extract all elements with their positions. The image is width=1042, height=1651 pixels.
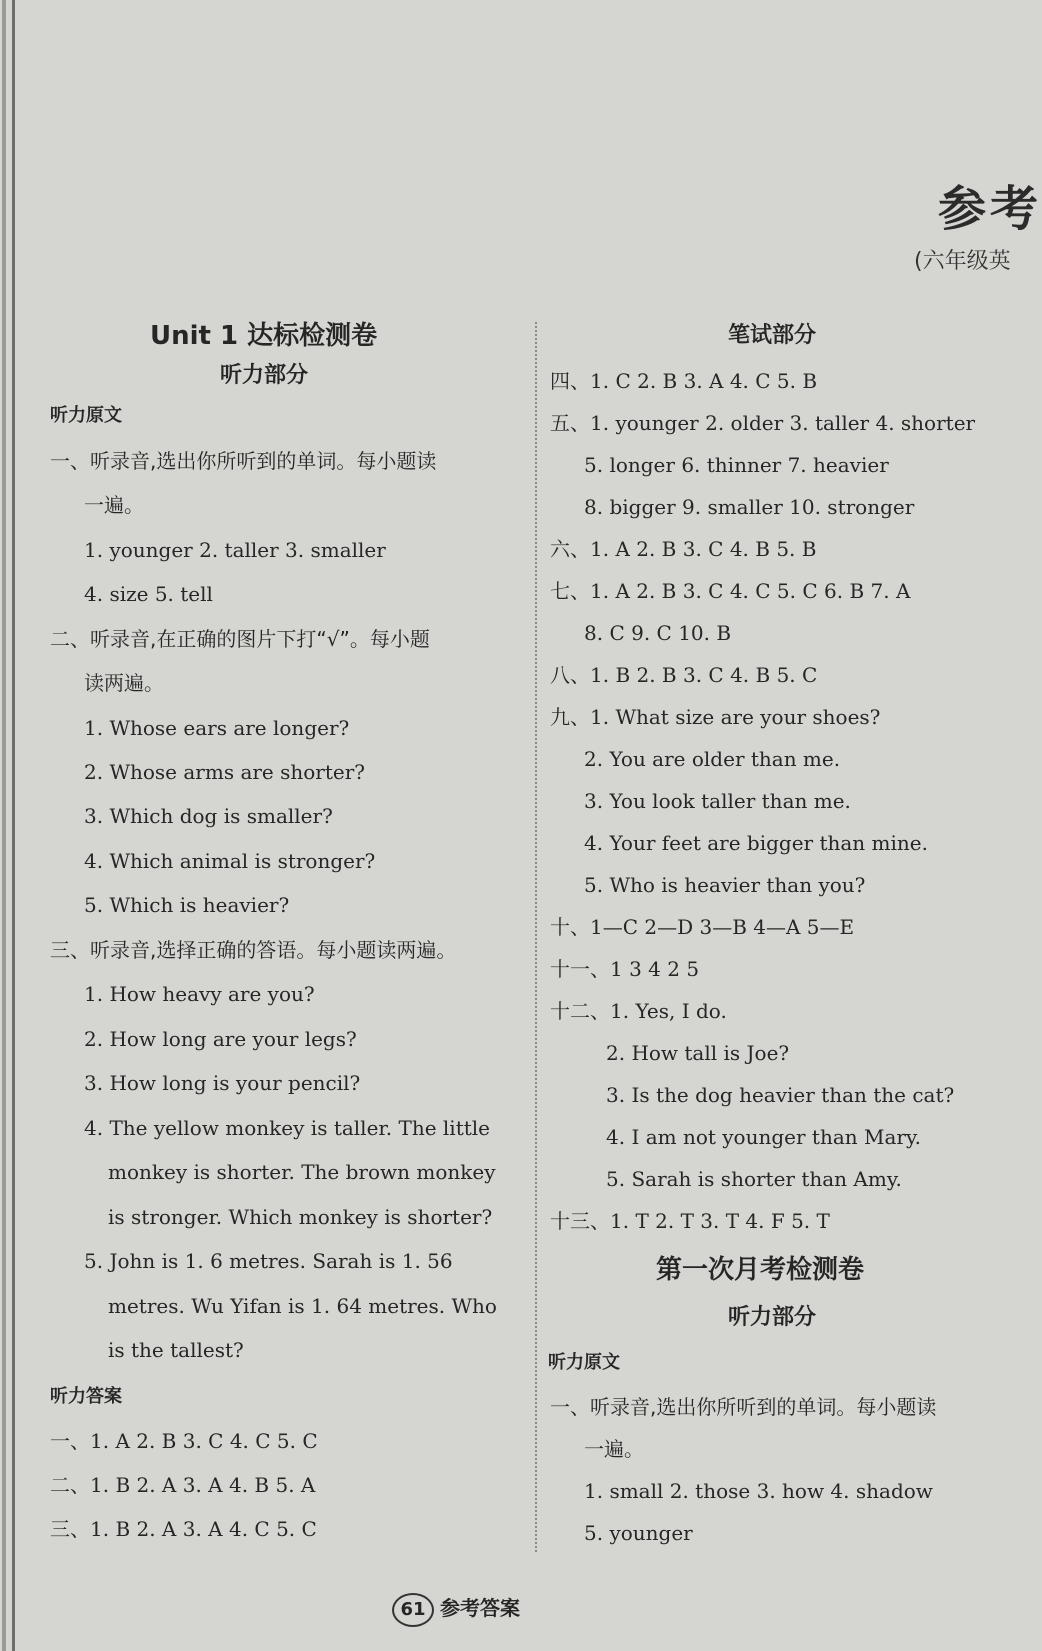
answer-row: 三、1. B 2. A 3. A 4. C 5. C — [50, 1517, 317, 1541]
q1-instruction-cont: 一遍。 — [84, 493, 144, 517]
listening-heading: 听力部分 — [728, 1305, 817, 1330]
source-label: 听力原文 — [548, 1352, 620, 1373]
answer-line: 六、1. A 2. B 3. C 4. B 5. B — [550, 537, 817, 561]
answer-line: 九、1. What size are your shoes? — [550, 705, 881, 729]
answers-label: 听力答案 — [50, 1386, 122, 1407]
q2-instruction-cont: 读两遍。 — [84, 671, 164, 695]
q2-item: 2. Whose arms are shorter? — [84, 760, 366, 784]
answer-line: 2. How tall is Joe? — [606, 1041, 790, 1065]
q3-item: 4. The yellow monkey is taller. The little — [84, 1116, 490, 1140]
page-title: 参考 — [938, 181, 1042, 237]
answer-line: 十一、1 3 4 2 5 — [550, 957, 700, 981]
footer-label: 参考答案 — [440, 1596, 520, 1620]
q2-item: 3. Which dog is smaller? — [84, 804, 333, 828]
answer-line: 十二、1. Yes, I do. — [550, 999, 727, 1023]
q3-item-cont: is the tallest? — [108, 1338, 244, 1362]
answer-line: 十三、1. T 2. T 3. T 4. F 5. T — [550, 1209, 830, 1233]
unit-title: Unit 1 达标检测卷 — [150, 321, 378, 351]
q2-item: 5. Which is heavier? — [84, 893, 290, 917]
monthly-exam-title: 第一次月考检测卷 — [656, 1255, 865, 1285]
answer-line: 8. C 9. C 10. B — [584, 621, 732, 645]
q3-item: 5. John is 1. 6 metres. Sarah is 1. 56 — [84, 1249, 453, 1273]
q3-item: 1. How heavy are you? — [84, 982, 315, 1006]
source-label: 听力原文 — [50, 405, 122, 426]
answer-line: 四、1. C 2. B 3. A 4. C 5. B — [550, 369, 818, 393]
page-number: 61 — [392, 1593, 434, 1627]
q1-instruction-cont: 一遍。 — [584, 1437, 644, 1461]
q2-item: 4. Which animal is stronger? — [84, 849, 376, 873]
page-footer — [392, 1592, 520, 1627]
q1-instruction: 一、听录音,选出你所听到的单词。每小题读 — [550, 1395, 937, 1419]
page-subtitle: (六年级英 — [914, 249, 1011, 274]
answer-line: 8. bigger 9. smaller 10. stronger — [584, 495, 915, 519]
answer-line: 5. Sarah is shorter than Amy. — [606, 1167, 902, 1191]
answer-line: 4. Your feet are bigger than mine. — [584, 831, 928, 855]
answer-line: 5. longer 6. thinner 7. heavier — [584, 453, 889, 477]
q1-word-row: 5. younger — [584, 1521, 693, 1545]
q3-item: 2. How long are your legs? — [84, 1027, 357, 1051]
answer-line: 5. Who is heavier than you? — [584, 873, 866, 897]
listening-heading: 听力部分 — [220, 363, 309, 388]
q1-word-row: 4. size 5. tell — [84, 582, 213, 606]
answer-line: 五、1. younger 2. older 3. taller 4. shorter — [550, 411, 976, 435]
answer-line: 2. You are older than me. — [584, 747, 841, 771]
answer-row: 一、1. A 2. B 3. C 4. C 5. C — [50, 1429, 318, 1453]
answer-line: 3. You look taller than me. — [584, 789, 851, 813]
q1-instruction: 一、听录音,选出你所听到的单词。每小题读 — [50, 449, 437, 473]
answer-line: 七、1. A 2. B 3. C 4. C 5. C 6. B 7. A — [550, 579, 911, 603]
q1-word-row: 1. small 2. those 3. how 4. shadow — [584, 1479, 933, 1503]
q3-item-cont: metres. Wu Yifan is 1. 64 metres. Who — [108, 1294, 497, 1318]
written-heading: 笔试部分 — [728, 323, 817, 348]
answer-line: 十、1—C 2—D 3—B 4—A 5—E — [550, 915, 855, 939]
answer-line: 3. Is the dog heavier than the cat? — [606, 1083, 955, 1107]
answer-line: 4. I am not younger than Mary. — [606, 1125, 921, 1149]
q3-instruction: 三、听录音,选择正确的答语。每小题读两遍。 — [50, 938, 457, 962]
page-fold-line — [12, 0, 15, 1651]
q1-word-row: 1. younger 2. taller 3. smaller — [84, 538, 386, 562]
q3-item-cont: monkey is shorter. The brown monkey — [108, 1160, 496, 1184]
q3-item: 3. How long is your pencil? — [84, 1071, 361, 1095]
q2-item: 1. Whose ears are longer? — [84, 716, 350, 740]
answer-row: 二、1. B 2. A 3. A 4. B 5. A — [50, 1473, 316, 1497]
page-binding-edge — [2, 0, 6, 1651]
answer-line: 八、1. B 2. B 3. C 4. B 5. C — [550, 663, 818, 687]
q2-instruction: 二、听录音,在正确的图片下打“√”。每小题 — [50, 627, 430, 651]
column-divider — [535, 322, 537, 1552]
q3-item-cont: is stronger. Which monkey is shorter? — [108, 1205, 493, 1229]
